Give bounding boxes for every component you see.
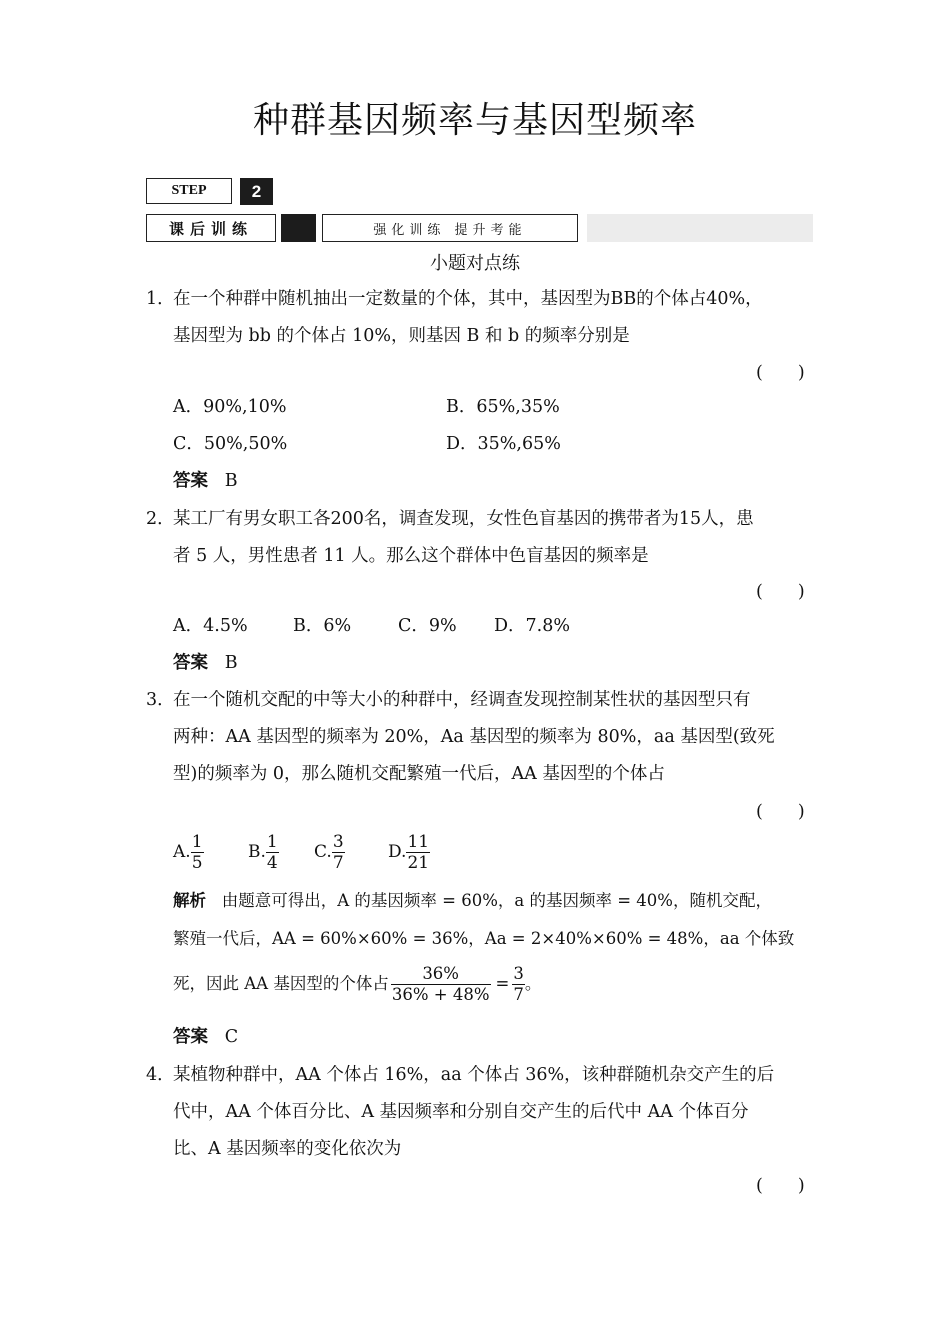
step-number: 2 [240, 178, 273, 205]
answer-label: 答案 [173, 1027, 208, 1047]
q1-option-b: B．65%,35% [446, 397, 560, 417]
section-label: 课后训练 [146, 214, 276, 242]
q4-number: 4． [146, 1065, 175, 1085]
q3-answer-value: C [224, 1027, 239, 1047]
q4-line2: 代中，AA 个体百分比、A 基因频率和分别自交产生的后代中 AA 个体百分 [173, 1102, 749, 1122]
q3-analysis-line3: 死，因此 AA 基因型的个体占 $\frac{36\%}{36\% + 48\%}$ = $\frac{3}{7}$ 。 [173, 964, 542, 1004]
q3-answer [173, 1025, 238, 1049]
q3-option-d: D. $\frac{11}{21}$ [388, 832, 430, 873]
q1-answer-value: B [224, 471, 238, 491]
q2-answer-value: B [224, 653, 238, 673]
q3-option-a: A. $\frac{1}{5}$ [173, 832, 203, 873]
answer-label: 答案 [173, 653, 208, 673]
q1-answer [173, 469, 238, 493]
section-band-fill [587, 214, 813, 242]
q3-line1: 在一个随机交配的中等大小的种群中，经调查发现控制某性状的基因型只有 [173, 690, 751, 710]
section-subtitle: 小题对点练 [430, 253, 520, 274]
answer-label: 答案 [173, 471, 208, 491]
section-divider [281, 214, 316, 242]
q2-answer [173, 651, 238, 675]
section-slogan: 强化训练 提升考能 [322, 214, 578, 242]
q2-option-a: A．4.5% [173, 616, 248, 636]
q3-option-b: B. $\frac{1}{4}$ [248, 832, 278, 873]
q1-bracket: ( ) [756, 363, 805, 383]
q2-bracket: ( ) [756, 582, 805, 602]
q3-line3: 型)的频率为 0，那么随机交配繁殖一代后，AA 基因型的个体占 [173, 764, 665, 784]
q3-analysis-line2: 繁殖一代后，AA = 60%×60% = 36%，Aa = 2×40%×60% = 48%，aa 个体致 [173, 929, 795, 948]
step-label: STEP [146, 178, 232, 204]
q1-option-c: C．50%,50% [173, 434, 288, 454]
q3-number: 3． [146, 690, 175, 710]
q3-option-c: C. $\frac{3}{7}$ [314, 832, 344, 873]
q3-line2: 两种：AA 基因型的频率为 20%，Aa 基因型的频率为 80%，aa 基因型(致死 [173, 727, 775, 747]
q2-line1: 某工厂有男女职工各200名，调查发现，女性色盲基因的携带者为15人，患 [173, 509, 754, 529]
q2-number: 2． [146, 509, 175, 529]
q4-bracket: ( ) [756, 1176, 805, 1196]
q4-line3: 比、A 基因频率的变化依次为 [173, 1139, 402, 1159]
q1-line1: 在一个种群中随机抽出一定数量的个体，其中，基因型为BB的个体占40%， [173, 289, 763, 309]
q3-analysis-line1: 解析 由题意可得出，A 的基因频率 = 60%，a 的基因频率 = 40%，随机交配， [173, 891, 772, 910]
q4-line1: 某植物种群中，AA 个体占 16%，aa 个体占 36%，该种群随机杂交产生的后 [173, 1065, 775, 1085]
page-title: 种群基因频率与基因型频率 [252, 100, 697, 141]
q2-line2: 者 5 人，男性患者 11 人。那么这个群体中色盲基因的频率是 [173, 546, 649, 566]
q2-option-d: D．7.8% [494, 616, 570, 636]
q3-bracket: ( ) [756, 802, 805, 822]
q1-number: 1． [146, 289, 175, 309]
q2-option-b: B．6% [293, 616, 352, 636]
analysis-label: 解析 [173, 891, 206, 910]
q1-option-d: D．35%,65% [446, 434, 561, 454]
q1-line2: 基因型为 bb 的个体占 10%，则基因 B 和 b 的频率分别是 [173, 326, 630, 346]
q2-option-c: C．9% [398, 616, 457, 636]
q1-option-a: A．90%,10% [173, 397, 287, 417]
